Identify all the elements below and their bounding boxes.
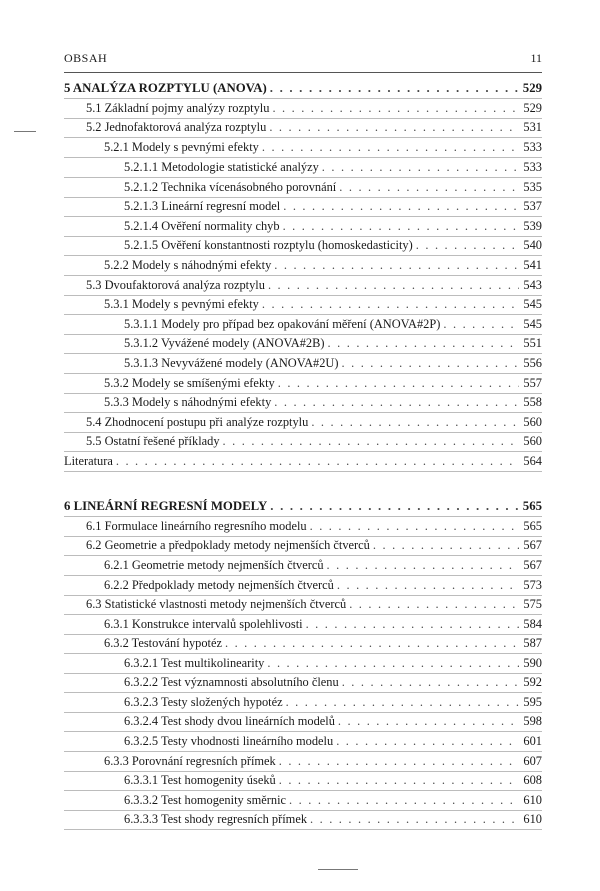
toc-section-number: 6.2 bbox=[86, 538, 102, 552]
dot-leader bbox=[279, 753, 520, 770]
dot-leader bbox=[116, 453, 520, 470]
entry-separator bbox=[64, 275, 542, 276]
toc-section-number: 5 bbox=[64, 81, 71, 95]
toc-page-number: 545 bbox=[523, 297, 542, 311]
toc-page-number: 531 bbox=[523, 120, 542, 134]
toc-section-title: Modely s pevnými efekty bbox=[131, 140, 259, 154]
toc-section-number: 5.5 bbox=[86, 434, 102, 448]
toc-section-number: 5.3.3 bbox=[104, 395, 129, 409]
toc-section-title: Modely pro případ bez opakování měření (ANOVA#2P) bbox=[161, 317, 441, 331]
dot-leader bbox=[283, 198, 519, 215]
toc-section-title: Test shody regresních přímek bbox=[160, 812, 308, 826]
toc-page-number: 590 bbox=[523, 656, 542, 670]
dot-leader bbox=[262, 296, 520, 313]
toc-section-number: 6.1 bbox=[86, 519, 102, 533]
toc-entry-label bbox=[124, 218, 283, 235]
toc-entry[interactable] bbox=[124, 674, 542, 691]
toc-entry[interactable] bbox=[86, 596, 542, 613]
toc-page-number: 560 bbox=[523, 415, 542, 429]
toc-section-title: Lineární regresní model bbox=[161, 199, 281, 213]
toc-entry[interactable] bbox=[86, 414, 542, 431]
toc-entry[interactable] bbox=[124, 198, 542, 215]
toc-section-number: 6 bbox=[64, 499, 71, 513]
toc-entry-label bbox=[124, 179, 339, 196]
toc-page-number: 540 bbox=[523, 238, 542, 252]
entry-separator bbox=[64, 555, 542, 556]
toc-section-title: Zhodnocení postupu při analýze rozptylu bbox=[104, 415, 309, 429]
toc-entry[interactable] bbox=[124, 335, 542, 352]
toc-entry[interactable] bbox=[104, 616, 542, 633]
toc-page-number: 608 bbox=[523, 773, 542, 787]
dot-leader bbox=[283, 218, 520, 235]
dot-leader bbox=[342, 674, 520, 691]
dot-leader bbox=[306, 616, 520, 633]
dot-leader bbox=[342, 355, 520, 372]
dot-leader bbox=[279, 772, 520, 789]
toc-section-number: 5.2.1.1 bbox=[124, 160, 159, 174]
dot-leader bbox=[349, 596, 519, 613]
toc-section-title: ANALÝZA ROZPTYLU (ANOVA) bbox=[72, 81, 267, 95]
toc-entry[interactable] bbox=[124, 772, 542, 789]
toc-page-number: 557 bbox=[523, 376, 542, 390]
toc-section-number: 5.3.1 bbox=[104, 297, 129, 311]
toc-section-number: 6.3.2.2 bbox=[124, 675, 159, 689]
toc-section-number: 6.3.1 bbox=[104, 617, 129, 631]
toc-page-number: 565 bbox=[522, 499, 542, 513]
header-title: OBSAH bbox=[64, 51, 108, 65]
toc-page-number: 592 bbox=[523, 675, 542, 689]
toc-section-number: 6.3.2.3 bbox=[124, 695, 159, 709]
toc-page-number: 556 bbox=[523, 356, 542, 370]
entry-separator bbox=[64, 353, 542, 354]
entry-separator bbox=[64, 373, 542, 374]
toc-entry-label bbox=[64, 80, 270, 97]
toc-entry[interactable] bbox=[104, 557, 542, 574]
toc-section-title: Základní pojmy analýzy rozptylu bbox=[104, 101, 270, 115]
toc-section-number: 6.2.2 bbox=[104, 578, 129, 592]
toc-section-title: Modely s náhodnými efekty bbox=[131, 395, 272, 409]
toc-section-number: 6.3 bbox=[86, 597, 102, 611]
dot-leader bbox=[310, 811, 519, 828]
toc-entry[interactable] bbox=[104, 257, 542, 274]
toc-page-number: 533 bbox=[523, 160, 542, 174]
toc-entry-label bbox=[104, 616, 306, 633]
toc-page-number: 584 bbox=[523, 617, 542, 631]
dot-leader bbox=[338, 713, 520, 730]
toc-section-title: Test významnosti absolutního členu bbox=[160, 675, 339, 689]
toc-section-number: 6.3.2.5 bbox=[124, 734, 159, 748]
toc-page-number: 558 bbox=[523, 395, 542, 409]
toc-entry-label bbox=[124, 713, 338, 730]
toc-page-number: 543 bbox=[523, 278, 542, 292]
toc-entry[interactable] bbox=[86, 100, 542, 117]
toc-entry-label bbox=[124, 198, 283, 215]
toc-section-number: 6.3.2.4 bbox=[124, 714, 159, 728]
toc-page-number: 537 bbox=[523, 199, 542, 213]
dot-leader bbox=[274, 394, 519, 411]
toc-section-title: Vyvážené modely (ANOVA#2B) bbox=[160, 336, 325, 350]
dot-leader bbox=[289, 792, 519, 809]
entry-separator bbox=[64, 575, 542, 576]
toc-entry[interactable] bbox=[124, 713, 542, 730]
toc-entry-label bbox=[124, 674, 342, 691]
toc-entry-label bbox=[124, 355, 342, 372]
toc-section-title: Geometrie metody nejmenších čtverců bbox=[131, 558, 324, 572]
dot-leader bbox=[328, 335, 520, 352]
toc-section-number: 6.3.3.2 bbox=[124, 793, 159, 807]
toc-section-title: Test homogenity směrnic bbox=[160, 793, 287, 807]
toc-page-number: 564 bbox=[523, 454, 542, 468]
toc-entry[interactable] bbox=[86, 277, 542, 294]
entry-separator bbox=[64, 731, 542, 732]
toc-entry-label bbox=[86, 414, 311, 431]
dot-leader bbox=[339, 179, 519, 196]
toc-entry[interactable] bbox=[86, 537, 542, 554]
entry-separator bbox=[64, 829, 542, 830]
toc-entry-label bbox=[124, 335, 328, 352]
toc-section-title: Metodologie statistické analýzy bbox=[161, 160, 319, 174]
dot-leader bbox=[262, 139, 520, 156]
toc-section-number: 5.1 bbox=[86, 101, 102, 115]
toc-entry-label bbox=[124, 159, 322, 176]
toc-entry[interactable] bbox=[124, 179, 542, 196]
toc-section-number: 5.4 bbox=[86, 415, 102, 429]
dot-leader bbox=[225, 635, 519, 652]
toc-section-title: Test homogenity úseků bbox=[160, 773, 276, 787]
dot-leader bbox=[373, 537, 520, 554]
toc-entry[interactable] bbox=[86, 119, 542, 136]
dot-leader bbox=[223, 433, 520, 450]
toc-entry[interactable] bbox=[124, 811, 542, 828]
toc-page-number: 573 bbox=[523, 578, 542, 592]
toc-section-number: 6.3.3 bbox=[104, 754, 129, 768]
entry-separator bbox=[64, 451, 542, 452]
toc-section-title: Test multikolinearity bbox=[160, 656, 265, 670]
toc-entry-label bbox=[124, 694, 286, 711]
dot-leader bbox=[322, 159, 520, 176]
header-page-number: 11 bbox=[530, 51, 542, 65]
toc-section-number: 6.3.3.3 bbox=[124, 812, 159, 826]
toc-section-number: 5.3.1.3 bbox=[124, 356, 159, 370]
toc-entry-label bbox=[124, 772, 279, 789]
toc-section-title: Jednofaktorová analýza rozptylu bbox=[104, 120, 267, 134]
toc-section-number: 6.3.3.1 bbox=[124, 773, 159, 787]
toc-section-title: Porovnání regresních přímek bbox=[131, 754, 276, 768]
dot-leader bbox=[416, 237, 520, 254]
toc-section-title: Geometrie a předpoklady metody nejmenších čtverců bbox=[104, 538, 370, 552]
toc-entry-label bbox=[104, 296, 262, 313]
toc-entry-label bbox=[104, 375, 278, 392]
toc-section-number: 5.2.1.5 bbox=[124, 238, 159, 252]
toc-entry-label bbox=[104, 577, 337, 594]
toc-section-title: Nevyvážené modely (ANOVA#2U) bbox=[161, 356, 339, 370]
dot-leader bbox=[274, 257, 519, 274]
dot-leader bbox=[443, 316, 519, 333]
toc-page-number: 541 bbox=[523, 258, 542, 272]
toc-page-number: 567 bbox=[523, 538, 542, 552]
toc-section-title: Technika vícenásobného porovnání bbox=[160, 180, 337, 194]
toc-page-number: 595 bbox=[523, 695, 542, 709]
stray-pen-mark bbox=[14, 131, 36, 132]
toc-section-title: Testy složených hypotéz bbox=[160, 695, 283, 709]
toc-section-title: Dvoufaktorová analýza rozptylu bbox=[104, 278, 265, 292]
toc-section-number: 5.3.1.2 bbox=[124, 336, 159, 350]
toc-page-number: 529 bbox=[522, 81, 542, 95]
toc-section-title: Literatura bbox=[64, 454, 113, 468]
toc-entry-label bbox=[124, 316, 443, 333]
dot-leader bbox=[311, 414, 519, 431]
toc-page-number: 539 bbox=[523, 219, 542, 233]
stray-pen-mark bbox=[318, 869, 358, 870]
toc-section-title: Ověření normality chyb bbox=[161, 219, 280, 233]
entry-separator bbox=[64, 412, 542, 413]
dot-leader bbox=[272, 100, 519, 117]
dot-leader bbox=[267, 655, 519, 672]
entry-separator bbox=[64, 314, 542, 315]
toc-entry-label bbox=[104, 557, 327, 574]
toc-section-title: Statistické vlastnosti metody nejmenších čtverců bbox=[104, 597, 347, 611]
toc-section-title: Ostatní řešené příklady bbox=[104, 434, 220, 448]
toc-section-title: Modely se smíšenými efekty bbox=[131, 376, 275, 390]
toc-section-number: 5.2.1.4 bbox=[124, 219, 159, 233]
dot-leader bbox=[336, 733, 519, 750]
toc-page-number: 610 bbox=[523, 793, 542, 807]
entry-separator bbox=[64, 790, 542, 791]
toc-entry[interactable] bbox=[104, 753, 542, 770]
entry-separator bbox=[64, 177, 542, 178]
header-divider bbox=[64, 72, 542, 73]
entry-separator bbox=[64, 471, 542, 472]
entry-separator bbox=[64, 692, 542, 693]
toc-entry-label bbox=[124, 811, 310, 828]
toc-entry[interactable] bbox=[124, 159, 542, 176]
toc-section-title: Modely s náhodnými efekty bbox=[131, 258, 272, 272]
toc-entry-label bbox=[64, 453, 116, 470]
toc-page-number: 587 bbox=[523, 636, 542, 650]
toc-page-number: 533 bbox=[523, 140, 542, 154]
toc-chapter-entry[interactable] bbox=[64, 498, 542, 515]
toc-section-number: 5.2.1.2 bbox=[124, 180, 159, 194]
entry-separator bbox=[64, 157, 542, 158]
entry-separator bbox=[64, 516, 542, 517]
toc-section-number: 5.2 bbox=[86, 120, 102, 134]
toc-entry-label bbox=[124, 237, 416, 254]
dot-leader bbox=[270, 498, 519, 515]
toc-entry-label bbox=[104, 394, 274, 411]
toc-page-number: 535 bbox=[523, 180, 542, 194]
toc-entry-label bbox=[124, 733, 336, 750]
toc-page-number: 575 bbox=[523, 597, 542, 611]
entry-separator bbox=[64, 653, 542, 654]
toc-section-title: Testování hypotéz bbox=[131, 636, 222, 650]
toc-entry-label bbox=[104, 257, 274, 274]
toc-section-number: 6.2.1 bbox=[104, 558, 129, 572]
toc-entry[interactable] bbox=[64, 453, 542, 470]
toc-entry[interactable] bbox=[104, 635, 542, 652]
toc-entry-label bbox=[86, 518, 310, 535]
dot-leader bbox=[310, 518, 520, 535]
toc-page-number: 567 bbox=[523, 558, 542, 572]
toc-section-title: LINEÁRNÍ REGRESNÍ MODELY bbox=[73, 499, 268, 513]
toc-entry[interactable] bbox=[104, 375, 542, 392]
entry-separator bbox=[64, 216, 542, 217]
toc-section-number: 5.3.1.1 bbox=[124, 317, 159, 331]
toc-entry[interactable] bbox=[104, 296, 542, 313]
toc-section-title: Testy vhodnosti lineárního modelu bbox=[160, 734, 334, 748]
toc-entry-label bbox=[64, 498, 270, 515]
toc-entry-label bbox=[86, 119, 269, 136]
toc-entry[interactable] bbox=[124, 655, 542, 672]
entry-separator bbox=[64, 614, 542, 615]
dot-leader bbox=[286, 694, 520, 711]
toc-chapter-entry[interactable] bbox=[64, 80, 542, 97]
toc-entry-label bbox=[86, 537, 373, 554]
entry-separator bbox=[64, 751, 542, 752]
entry-separator bbox=[64, 98, 542, 99]
dot-leader bbox=[337, 577, 520, 594]
toc-entry[interactable] bbox=[124, 218, 542, 235]
toc-entry[interactable] bbox=[104, 577, 542, 594]
toc-entry-label bbox=[86, 277, 268, 294]
toc-section-number: 5.3.2 bbox=[104, 376, 129, 390]
toc-entry-label bbox=[86, 433, 223, 450]
toc-page-number: 545 bbox=[523, 317, 542, 331]
toc-page-number: 598 bbox=[523, 714, 542, 728]
toc-section-number: 5.3 bbox=[86, 278, 102, 292]
entry-separator bbox=[64, 137, 542, 138]
dot-leader bbox=[278, 375, 520, 392]
toc-entry-label bbox=[124, 655, 267, 672]
toc-entry[interactable] bbox=[86, 518, 542, 535]
toc-section-title: Ověření konstantnosti rozptylu (homoskedasticity) bbox=[161, 238, 413, 252]
toc-page-number: 560 bbox=[523, 434, 542, 448]
dot-leader bbox=[269, 119, 519, 136]
toc-page-number: 551 bbox=[523, 336, 542, 350]
toc-page-number: 607 bbox=[523, 754, 542, 768]
toc-entry[interactable] bbox=[86, 433, 542, 450]
toc-section-title: Konstrukce intervalů spolehlivosti bbox=[131, 617, 303, 631]
dot-leader bbox=[327, 557, 520, 574]
toc-page-number: 529 bbox=[523, 101, 542, 115]
toc-entry[interactable] bbox=[104, 139, 542, 156]
toc-entry[interactable] bbox=[124, 355, 542, 372]
toc-section-number: 5.2.1.3 bbox=[124, 199, 159, 213]
toc-section-title: Formulace lineárního regresního modelu bbox=[104, 519, 307, 533]
entry-separator bbox=[64, 255, 542, 256]
toc-section-title: Předpoklady metody nejmenších čtverců bbox=[131, 578, 334, 592]
toc-section-title: Test shody dvou lineárních modelů bbox=[160, 714, 335, 728]
toc-entry[interactable] bbox=[124, 316, 542, 333]
toc-section-number: 5.2.1 bbox=[104, 140, 129, 154]
toc-page-number: 565 bbox=[523, 519, 542, 533]
toc-entry-label bbox=[86, 596, 349, 613]
toc-entry-label bbox=[104, 635, 225, 652]
dot-leader bbox=[268, 277, 519, 294]
toc-section-number: 5.2.2 bbox=[104, 258, 129, 272]
toc-entry-label bbox=[104, 139, 262, 156]
toc-entry-label bbox=[86, 100, 272, 117]
toc-entry[interactable] bbox=[124, 733, 542, 750]
dot-leader bbox=[270, 80, 519, 97]
toc-section-title: Modely s pevnými efekty bbox=[131, 297, 259, 311]
toc-entry[interactable] bbox=[124, 237, 542, 254]
running-header bbox=[64, 51, 542, 66]
toc-entry[interactable] bbox=[124, 792, 542, 809]
toc-section-number: 6.3.2.1 bbox=[124, 656, 159, 670]
toc-entry-label bbox=[124, 792, 289, 809]
toc-entry[interactable] bbox=[104, 394, 542, 411]
toc-entry-label bbox=[104, 753, 279, 770]
toc-page-number: 610 bbox=[523, 812, 542, 826]
toc-page-number: 601 bbox=[523, 734, 542, 748]
toc-entry[interactable] bbox=[124, 694, 542, 711]
toc-section-number: 6.3.2 bbox=[104, 636, 129, 650]
